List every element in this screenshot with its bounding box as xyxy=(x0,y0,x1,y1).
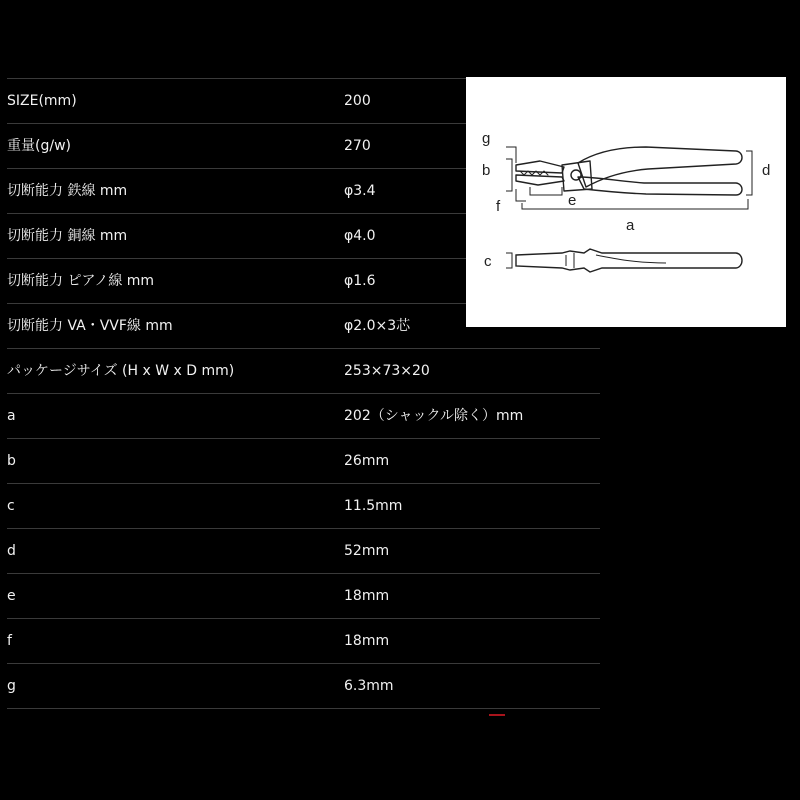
pliers-pivot xyxy=(571,170,581,180)
spec-label: e xyxy=(7,588,16,604)
spec-value: 18mm xyxy=(344,633,390,649)
spec-row-dim-f xyxy=(7,619,600,664)
spec-value: φ1.6 xyxy=(344,273,376,289)
spec-value: 11.5mm xyxy=(344,498,403,514)
spec-row-dim-b xyxy=(7,439,600,484)
dim-label-f: f xyxy=(496,198,501,215)
spec-value: 200 xyxy=(344,93,371,109)
spec-label: g xyxy=(7,678,16,694)
spec-row-dim-e xyxy=(7,574,600,619)
spec-label: f xyxy=(7,633,12,649)
spec-row-package-size xyxy=(7,349,600,394)
spec-value: 270 xyxy=(344,138,371,154)
pliers-upper-jaw xyxy=(516,161,564,173)
dim-label-d: d xyxy=(762,162,771,179)
spec-row-dim-c xyxy=(7,484,600,529)
spec-label: SIZE(mm) xyxy=(7,93,77,109)
spec-label: c xyxy=(7,498,15,514)
pliers-upper-handle xyxy=(578,147,742,187)
dim-label-g: g xyxy=(482,130,491,147)
spec-value: 6.3mm xyxy=(344,678,394,694)
spec-row-dim-a xyxy=(7,394,600,439)
dim-a-line xyxy=(522,199,748,209)
spec-value: 26mm xyxy=(344,453,390,469)
dim-f-line xyxy=(516,189,526,201)
dim-label-a: a xyxy=(626,217,635,234)
spec-row-dim-g xyxy=(7,664,600,709)
pliers-top-view-detail xyxy=(566,253,666,268)
spec-label: a xyxy=(7,408,16,424)
spec-value: φ3.4 xyxy=(344,183,376,199)
pliers-dimension-diagram xyxy=(466,77,786,327)
spec-label: 切断能力 VA・VVF線 mm xyxy=(7,318,173,334)
dim-label-c: c xyxy=(484,253,492,270)
dim-d-line xyxy=(746,151,752,195)
spec-value: φ2.0×3芯 xyxy=(344,318,411,334)
spec-label: パッケージサイズ (H x W x D mm) xyxy=(7,363,235,379)
accent-mark xyxy=(489,714,505,716)
spec-value: 18mm xyxy=(344,588,390,604)
dim-e-line xyxy=(530,187,562,195)
dim-c-line xyxy=(506,253,512,268)
spec-label: 切断能力 銅線 mm xyxy=(7,228,128,244)
pliers-drawing xyxy=(466,77,786,327)
pliers-lower-jaw xyxy=(516,175,564,185)
spec-row-dim-d xyxy=(7,529,600,574)
spec-label: 重量(g/w) xyxy=(7,138,71,154)
dim-label-b: b xyxy=(482,162,491,179)
spec-label: d xyxy=(7,543,16,559)
spec-label: 切断能力 ピアノ線 mm xyxy=(7,273,155,289)
dim-label-e: e xyxy=(568,192,577,209)
spec-value: 52mm xyxy=(344,543,390,559)
spec-value: 202（シャックル除く）mm xyxy=(344,408,524,424)
dim-g-line xyxy=(506,147,516,163)
dim-b-line xyxy=(506,159,512,191)
spec-label: b xyxy=(7,453,16,469)
spec-label: 切断能力 鉄線 mm xyxy=(7,183,128,199)
spec-value: 253×73×20 xyxy=(344,363,430,379)
spec-value: φ4.0 xyxy=(344,228,376,244)
